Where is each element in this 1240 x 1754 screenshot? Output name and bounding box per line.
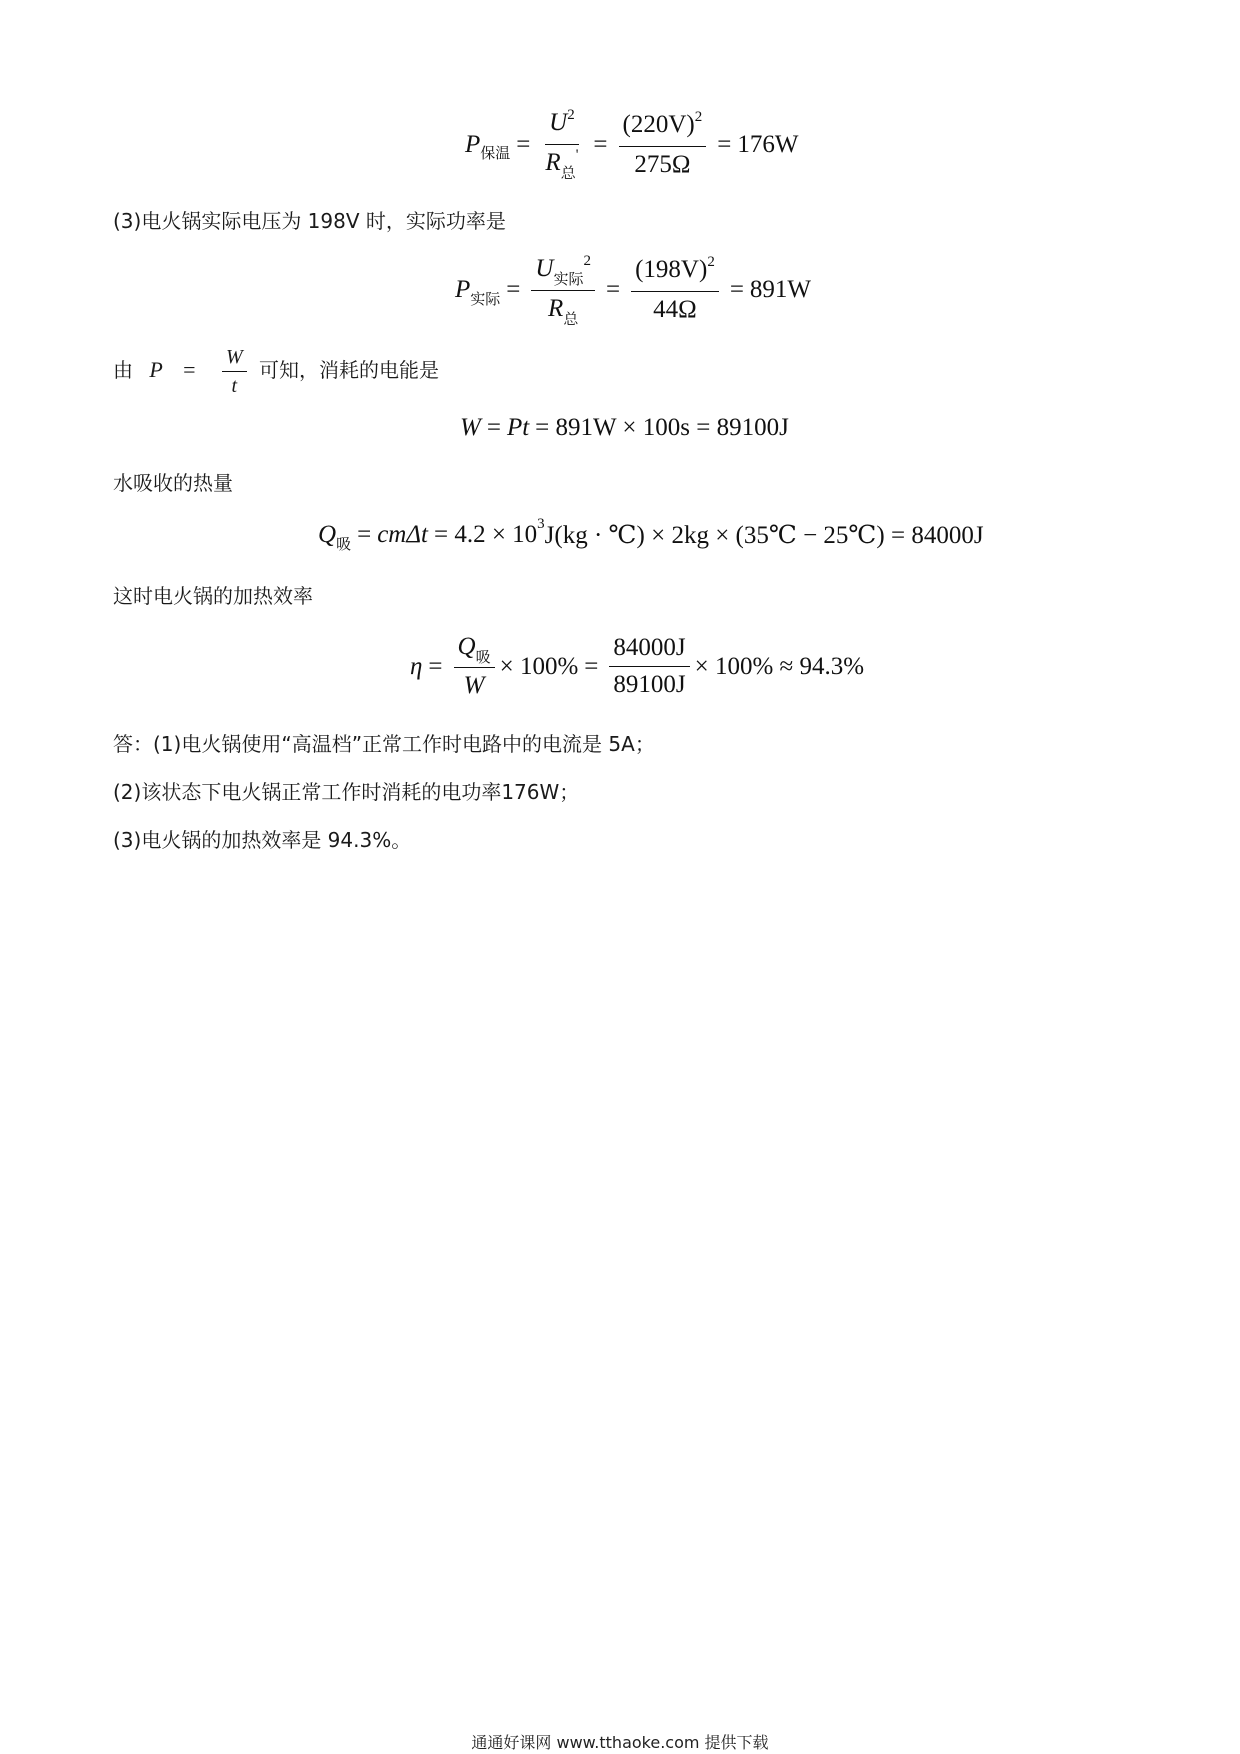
- page-footer: 通通好课网 www.tthaoke.com 提供下载: [471, 1733, 769, 1752]
- equation-heat-absorbed: Q 吸 = cmΔt = 4.2 × 10 3 J(kg · ℃) × 2kg × (35℃ − 25℃) = 84000J: [318, 515, 984, 553]
- eq5-fraction-symbolic: $\frac{Q_吸}{W}$: [454, 632, 495, 701]
- equation-energy: W = Pt = 891W × 100s = 89100J: [460, 414, 789, 441]
- eq2-fraction-symbolic: $\frac{U_{实际}^2}{R_总}$: [531, 254, 595, 326]
- eq1-result: 176W: [737, 130, 799, 158]
- power-definition-fraction: $\frac{W}{t}$: [222, 345, 247, 398]
- eq5-fraction-numeric: $\frac{84000J}{89100J}$: [609, 633, 689, 700]
- eq1-lhs: P: [465, 130, 481, 158]
- eq2-result: 891W: [749, 276, 812, 303]
- equation-keep-warm-power: P 保温 = $\frac{U^2}{R_总'}$ = $\frac{(220V)^2}{275\Omega}$ = 176W: [465, 107, 799, 182]
- answer-line-2: (2)该状态下电火锅正常工作时消耗的电功率176W；: [113, 780, 580, 804]
- actual-power-intro: (3)电火锅实际电压为 198V 时，实际功率是: [113, 209, 506, 233]
- eq2-fraction-numeric: $\frac{(198V)^2}{44\Omega}$: [631, 255, 719, 325]
- answer-line-3: (3)电火锅的加热效率是 94.3%。: [113, 828, 412, 852]
- equation-efficiency: η = $\frac{Q_吸}{W}$ × 100% = $\frac{84000J}{89100J}$ × 100% ≈ 94.3%: [410, 633, 865, 699]
- efficiency-intro: 这时电火锅的加热效率: [113, 584, 313, 608]
- energy-intro: 由 P = $\frac{W}{t}$ 可知，消耗的电能是: [113, 346, 439, 397]
- eq1-fraction-symbolic: $\frac{U^2}{R_总'}$: [545, 107, 579, 182]
- heat-absorbed-intro: 水吸收的热量: [113, 471, 233, 495]
- equation-actual-power: P 实际 = $\frac{U_{实际}^2}{R_总}$ = $\frac{(198V)^2}{44\Omega}$ = 891W: [455, 253, 812, 328]
- answer-line-1: 答：(1)电火锅使用“高温档”正常工作时电路中的电流是 5A；: [113, 732, 655, 756]
- eq1-lhs-sub: 保温: [480, 144, 511, 162]
- eq1-fraction-numeric: $\frac{(220V)^2}{275\Omega}$: [619, 110, 707, 180]
